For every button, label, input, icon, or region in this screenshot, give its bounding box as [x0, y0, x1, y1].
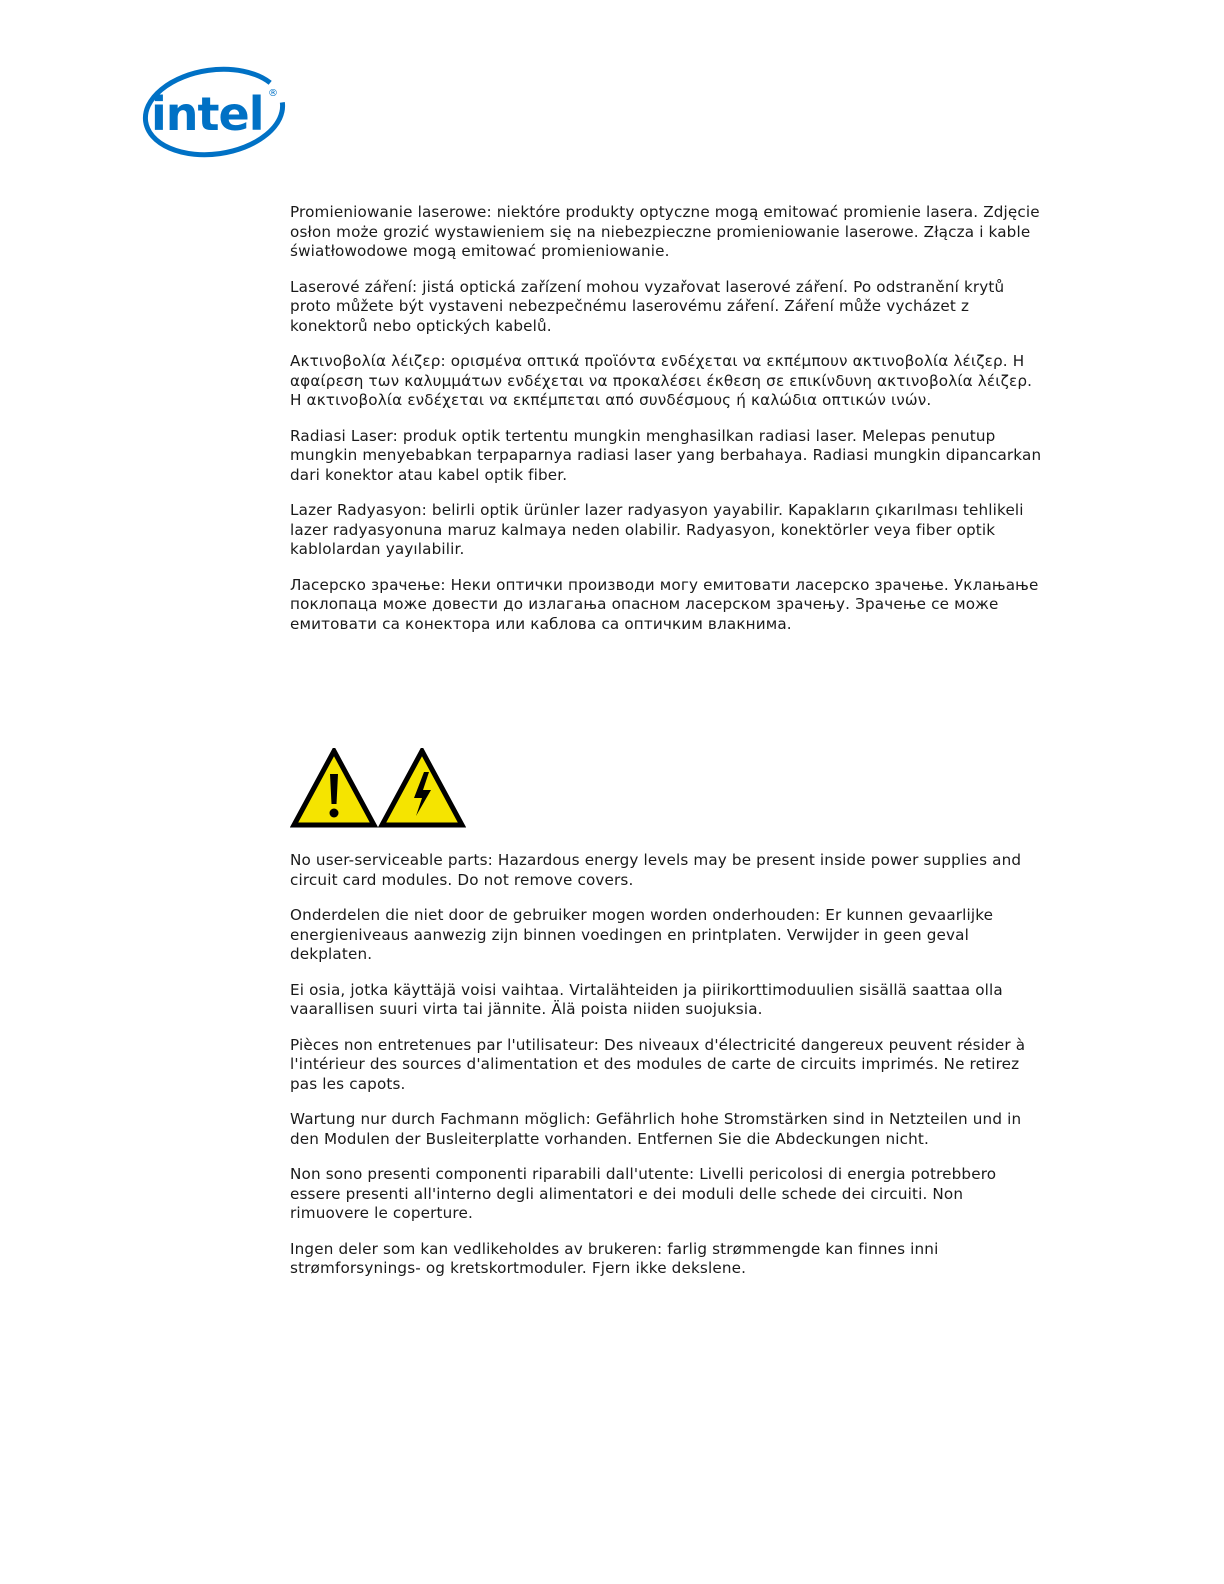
laser-warning-indonesian: Radiasi Laser: produk optik tertentu mungkin menghasilkan radiasi laser. Melepas penutup mungkin menyebabkan terpaparnya radiasi laser yang berbahaya. Radiasi mungkin dipancarkan dari konektor atau kabel optik fiber.: [290, 426, 1042, 484]
laser-warnings-section: [290, 203, 1042, 650]
laser-warning-serbian: Ласерско зрачење: Неки оптички производи могу емитовати ласерско зрачење. Уклањање поклопаца може довести до излагања опасном ласерском зрачењу. Зрачење се може емитовати са конектора или каблова са оптичким влакнима.: [290, 575, 1039, 633]
power-warning-italian: Non sono presenti componenti riparabili dall'utente: Livelli pericolosi di energia potrebbero essere presenti all'interno degli alimentatori e dei moduli delle schede dei circuiti. Non rimuovere le coperture.: [290, 1165, 997, 1222]
laser-warning-turkish: Lazer Radyasyon: belirli optik ürünler lazer radyasyon yayabilir. Kapakların çıkarılması tehlikeli lazer radyasyonuna maruz kalmaya neden olabilir. Radyasyon, konektörler veya fiber optik kablolardan yayılabilir.: [290, 501, 1024, 558]
power-warning-french: Pièces non entretenues par l'utilisateur: Des niveaux d'électricité dangereux peuvent résider à l'intérieur des sources d'alimentation et des modules de carte de circuits imprimés. Ne retirez pas les capots.: [290, 1035, 1026, 1093]
exclamation-warning-icon: [294, 751, 374, 825]
laser-warning-polish: Promieniowanie laserowe: niektóre produkty optyczne mogą emitować promienie lasera. Zdjęcie osłon może grozić wystawieniem się na niebezpieczne promieniowanie laserowe. Złącza i kable światłowodowe mogą emitować promieniowanie.: [290, 203, 1040, 260]
intel-logo-registered-mark: ®: [268, 88, 278, 99]
laser-warning-greek: Ακτινοβολία λέιζερ: ορισμένα οπτικά προϊόντα ενδέχεται να εκπέμπουν ακτινοβολία λέιζερ. Η αφαίρεση των καλυμμάτων ενδέχεται να προκαλέσει έκθεση σε επικίνδυνη ακτινοβολία λέιζερ. Η ακτινοβολία ενδέχεται να εκπέμπεται από συνδέσμους ή καλώδια οπτικών ινών.: [290, 352, 1033, 409]
intel-logo: [140, 60, 290, 160]
laser-warning-czech: Laserové záření: jistá optická zařízení mohou vyzařovat laserové záření. Po odstranění krytů proto můžete být vystaveni nebezpečnému laserovému záření. Záření může vycházet z konektorů nebo optických kabelů.: [290, 277, 1005, 335]
electrical-hazard-icon: [382, 751, 462, 825]
power-warning-norwegian: Ingen deler som kan vedlikeholdes av brukeren: farlig strømmengde kan finnes inni strømforsynings- og kretskortmoduler. Fjern ikke dekslene.: [290, 1239, 939, 1277]
power-warning-finnish: Ei osia, jotka käyttäjä voisi vaihtaa. Virtalähteiden ja piirikorttimoduulien sisällä saattaa olla vaarallisen suuri virta tai jännite. Älä poista niiden suojuksia.: [290, 980, 1003, 1018]
power-warning-english: No user-serviceable parts: Hazardous energy levels may be present inside power supplies and circuit card modules. Do not remove covers.: [290, 851, 1022, 889]
warning-icons: [290, 748, 466, 828]
power-warning-german: Wartung nur durch Fachmann möglich: Gefährlich hohe Stromstärken sind in Netzteilen und in den Modulen der Busleiterplatte vorhanden. Entfernen Sie die Abdeckungen nicht.: [290, 1110, 1022, 1148]
power-warning-dutch: Onderdelen die niet door de gebruiker mogen worden onderhouden: Er kunnen gevaarlijke energieniveaus aanwezig zijn binnen voedingen en printplaten. Verwijder in geen geval dekplaten.: [290, 906, 994, 963]
intel-logo-wordmark: intel: [151, 87, 264, 141]
power-warnings-section: [290, 851, 1042, 1295]
